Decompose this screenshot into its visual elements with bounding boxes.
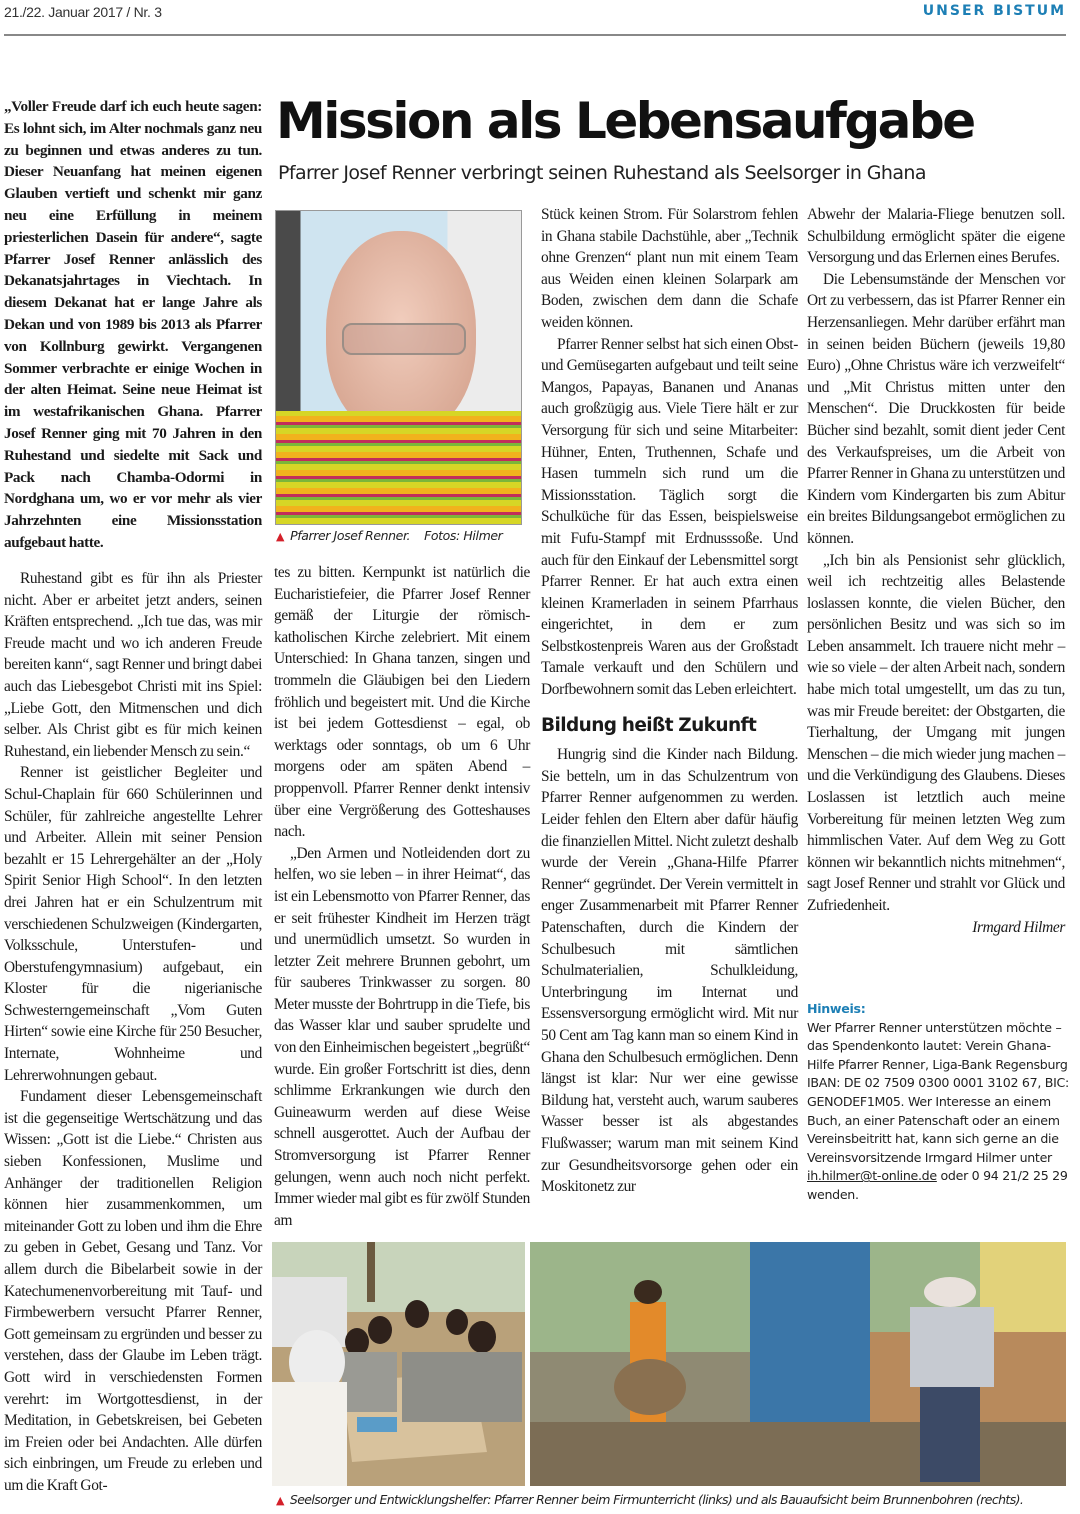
photo-mud <box>530 1422 1066 1486</box>
photo-bucket <box>614 1359 686 1415</box>
paragraph: „Den Armen und Notleidenden dort zu helfen, wo sie leben – in ihrer Heimat“, das ist ein Lebensmotto von Pfarrer Renner, das er seit frühester Kindheit im Herzen trägt und unermüdlich umsetzt. So wurden in letzter Zeit mehrere Brunnen gebohrt, um für sauberes Trinkwasser zu sorgen. 80 Meter musste der Bohrtrupp in die Tiefe, bis das Wasser klar und sauber sprudelte und von den Einheimischen begeistert „begrüßt“ wurde. Ein großer Fortschritt ist dies, denn schlimme Erkrankungen wie durch den Guineawurm werden auf diese Weise schnell ausgerottet. Auch der Aufbau der Stromversorgung ist Pfarrer Renner gelungen, wenn auch noch nicht perfekt. Immer wieder mal gibt es für zwölf Stunden am <box>274 844 530 1229</box>
paragraph: Abwehr der Malaria-Fliege benutzen soll. Schulbildung ermöglicht später die eigene Versorgung und das Erlernen eines Berufes. <box>807 206 1065 267</box>
bottom-photos-caption <box>276 1492 1066 1507</box>
section-label: UNSER BISTUM <box>922 3 1066 19</box>
photo-credit: Fotos: Hilmer <box>424 528 503 543</box>
portrait-caption-text: Pfarrer Josef Renner. <box>290 528 411 543</box>
portrait-caption <box>276 528 530 543</box>
photo-person <box>446 1309 468 1335</box>
photo-priest-body <box>272 1382 347 1486</box>
photo-shirts <box>402 1352 522 1422</box>
photo-tree <box>367 1242 375 1302</box>
header-divider <box>4 34 1066 36</box>
paragraph: Die Lebensumstände der Menschen vor Ort zu verbessern, das ist Pfarrer Renner ein Herzensanliegen. Mehr darüber erfährt man in seinen beiden Büchern (jeweils 19,80 Euro) „Ohne Christus wäre ich verzweifelt“ und „Mit Christus mitten unter den Menschen“. Die Druckkosten für beide Bücher sind bezahlt, somit dient jeder Cent des Verkaufspreises, um die Arbeit von Pfarrer Renner in Ghana zu unterstützen und Kindern vom Kindergarten bis zum Abitur ein breites Bildungsangebot ermöglichen zu können. <box>807 270 1065 547</box>
paragraph: Pfarrer Renner selbst hat sich einen Obst- und Gemüsegarten aufgebaut und teilt seine Mangos, Papayas, Bananen und Ananas auch großzügig aus. Viele Tiere hält er zur Versorgung für sich und seine Mitarbeiter: Hühner, Enten, Truthennen, Schafe und Hasen tummeln sich rund um die Missionsstation. Täglich sorgt die Schulküche für das Essen, beispielsweise mit Fufu-Stampf mit Erdnusssoße. Und auch für den Einkauf der Lebensmittel sorgt Pfarrer Renner. Er hat auch extra einen kleinen Kramerladen in seinem Pfarrhaus eingerichtet, in dem er zum Selbstkostenpreis Waren aus der Großstadt Tamale verkauft und den Schülern und Dorfbewohnern somit das Leben erleichtert. <box>541 335 798 699</box>
photo-drill-rig <box>750 1242 870 1442</box>
column-4 <box>807 204 1065 938</box>
author-byline: Irmgard Hilmer <box>972 918 1065 936</box>
paragraph: Fundament dieser Lebensgemeinschaft ist die gegenseitige Wertschätzung und das Wissen: „Gott ist die Liebe.“ Christen aus sieben Konfessionen, Muslime und Anhänger der traditionellen Religion können hier zusammenkommen, um miteinander Gott zu loben und ihm die Ehre zu geben in Gebet, Gesang und Tanz. Vor allem durch die Bibelarbeit sowie in der Katechumenenvorbereitung mit Tauf- und Firmbewerbern versucht Pfarrer Renner, Gott gemeinsam zu ergründen und besser zu verstehen, dass der Glaube im Leben trägt. Gott wird in verschiedensten Formen verehrt: im Wortgottesdienst, in der Meditation, in Gebetskreisen, bei Gebeten im Freien oder bei Andachten. Alle dürfen sich einbringen, um Freude zu erleben und um die Kraft Got- <box>4 1088 262 1494</box>
article-subtitle: Pfarrer Josef Renner verbringt seinen Ruhestand als Seelsorger in Ghana <box>278 162 926 184</box>
column-2 <box>274 562 530 1231</box>
paragraph: Renner ist geistlicher Begleiter und Schul-Chaplain für 660 Schülerinnen und Schüler, für zahlreiche angestellte Lehrer und Arbeiter. Allein mit seiner Pension bezahlt er 15 Lehrergehälter an der „Holy Spirit Senior High School“. In den letzten drei Jahren hat er ein Schulzentrum mit verschiedenen Schulzweigen (Kindergarten, Volksschule, Unterstufen- und Oberstufengymnasium) aufgebaut, ein Kloster für die nigerianische Schwesterngemeinschaft „Vom Guten Hirten“ sowie eine Kirche für 250 Besucher, Internate, Wohnheime und Lehrerwohnungen gebaut. <box>4 764 262 1084</box>
caption-triangle-icon: ▲ <box>276 1494 284 1507</box>
lead-paragraph: „Voller Freude darf ich euch heute sagen: Es lohnt sich, im Alter nochmals ganz neu zu beginnen und etwas anderes zu tun. Dieser Neuanfang hat meinen eigenen Glauben vertieft und schenkt mir ganz neu eine Erfüllung in meinem priesterlichen Dasein für andere“, sagte Pfarrer Josef Renner anlässlich des Dekanatsjahrtages in Viechtach. In diesem Dekanat hat er lange Jahre als Dekan und von 1989 bis 2013 als Pfarrer von Kollnburg gewirkt. Vergangenen Sommer verbrachte er einige Wochen in der alten Heimat. Seine neue Heimat ist im westafrikanischen Ghana. Pfarrer Josef Renner ging mit 70 Jahren in den Ruhestand und siedelte mit Sack und Pack nach Chamba-Odormi in Nordghana um, wo er vor mehr als vier Jahrzehnten eine Missionsstation aufgebaut hatte. <box>4 98 262 551</box>
column-1 <box>4 568 262 1497</box>
subheading: Bildung heißt Zukunft <box>541 714 757 736</box>
paragraph: „Ich bin als Pensionist sehr glücklich, weil ich rechtzeitig alles Belastende loslassen konnte, die vielen Bücher, den persönlichen Besitz und was sich so im Leben ansammelt. Ich trauere nicht mehr – wie so viele – der alten Arbeit nach, sondern habe mich total umgestellt, um das zu tun, was mir Freude bereitet: der Obstgarten, die Tierhaltung, der Umgang mit jungen Menschen – die mich wieder jung machen – und die Verkündigung des Glaubens. Dieses Loslassen ist letztlich auch meine Vorbereitung für meinen letzten Weg zum himmlischen Vater. Auf dem Weg zu Gott können wir bekanntlich nichts mitnehmen“, sagt Josef Renner und strahlt vor Glück und Zufriedenheit. <box>807 551 1065 914</box>
photo-priest-trousers <box>920 1387 980 1482</box>
photo-confirmation-class <box>272 1242 525 1486</box>
info-box <box>807 1000 1069 1205</box>
photo-well-drilling <box>530 1242 1066 1486</box>
photo-priest-shirt <box>910 1307 994 1387</box>
info-box-tail: oder 0 94 21/2 25 29 wenden. <box>807 1168 1068 1202</box>
photo-person <box>345 1328 369 1356</box>
paragraph: Ruhestand gibt es für ihn als Priester nicht. Aber er arbeitet jetzt anders, seinen Kräften entsprechend. „Ich tue das, was mir Freude macht und wo ich anderen Freude bereiten kann“, sagt Renner und bringt dabei auch das Liebesgebot Christi mit ins Spiel: „Liebe Gott, den Mitmenschen und dich selber. Als Christ gibt es für mich keinen Ruhestand, ein liebender Mensch zu sein.“ <box>4 570 262 760</box>
photo-worker-head <box>634 1280 662 1304</box>
portrait-glasses <box>342 323 466 355</box>
photo-person <box>368 1316 392 1344</box>
portrait-photo <box>275 210 522 525</box>
paragraph: Stück keinen Strom. Für Solarstrom fehlen in Ghana stabile Dachstühle, aber „Technik ohne Grenzen“ plant nun mit einem Team aus Weiden einen kleinen Solarpark am Boden, zwischen dem dann die Schafe weiden können. <box>541 206 798 331</box>
info-box-title: Hinweis: <box>807 1001 866 1016</box>
photo-book <box>357 1417 397 1432</box>
paragraph: Hungrig sind die Kinder nach Bildung. Sie betteln, um in das Schulzentrum von Pfarrer Renner aufgenommen zu werden. Leider fehlen den Eltern aber dafür häufig die finanziellen Mittel. Nicht zuletzt deshalb wurde der Verein „Ghana-Hilfe Pfarrer Renner“ gegründet. Der Verein vermittelt in enger Zusammenarbeit mit Pfarrer Renner Patenschaften, durch die Kindern der Schulbesuch mit sämtlichen Schulmaterialien, Schulkleidung, Unterbringung im Internat und Essensversorgung ermöglicht wird. Mit nur 50 Cent am Tag kann man so einem Kind in Ghana den Schulbesuch ermöglichen. Denn längst ist klar: Nur wer eine gewisse Bildung hat, versteht auch, warum sauberes Wasser besser ist als abgestandes Flußwasser; warum man mit seinem Kind zur Gesundheitsvorsorge gehen oder ein Moskitonetz zur <box>541 746 798 1196</box>
column-3 <box>541 204 798 1198</box>
bottom-caption-text: Seelsorger und Entwicklungshelfer: Pfarrer Renner beim Firmunterricht (links) und als Bauaufsicht beim Brunnenbohren (rechts). <box>289 1492 1024 1507</box>
info-box-text: Wer Pfarrer Renner unterstützen möchte – das Spendenkonto lautet: Verein Ghana-Hilfe Pfarrer Renner, Liga-Bank Regensburg IBAN: DE 02 7509 0300 0001 3102 67, BIC: GENODEF1M05. Wer Interesse an einem Buch, an einer Patenschaft oder an einem Vereinsbeitritt hat, kann sich gerne an die Vereinsvorsitzende Irmgard Hilmer unter <box>807 1019 1069 1165</box>
paragraph: tes zu bitten. Kernpunkt ist natürlich die Eucharistiefeier, die Pfarrer Josef Renner gemäß der Liturgie der römisch-katholischen Kirche zelebriert. Mit einem Unterschied: In Ghana tanzen, singen und trommeln die Gläubigen bei den Liedern fröhlich und begeistert mit. Und die Kirche ist bei jedem Gottesdienst – egal, ob werktags oder sonntags, ob um 6 Uhr morgens oder am späten Abend – proppenvoll. Pfarrer Renner denkt intensiv über eine Vergrößerung des Gotteshauses nach. <box>274 564 530 841</box>
email-link[interactable]: ih.hilmer@t-online.de <box>807 1168 937 1184</box>
caption-triangle-icon: ▲ <box>276 530 285 543</box>
article-lead <box>4 96 262 554</box>
portrait-kente-shirt <box>276 411 521 524</box>
article-title: Mission als Lebensaufgabe <box>276 92 974 150</box>
photo-person <box>405 1300 429 1328</box>
photo-shirts <box>342 1352 397 1412</box>
photo-priest-head <box>924 1277 976 1307</box>
photo-person <box>468 1321 496 1353</box>
issue-date: 21./22. Januar 2017 / Nr. 3 <box>4 4 162 20</box>
